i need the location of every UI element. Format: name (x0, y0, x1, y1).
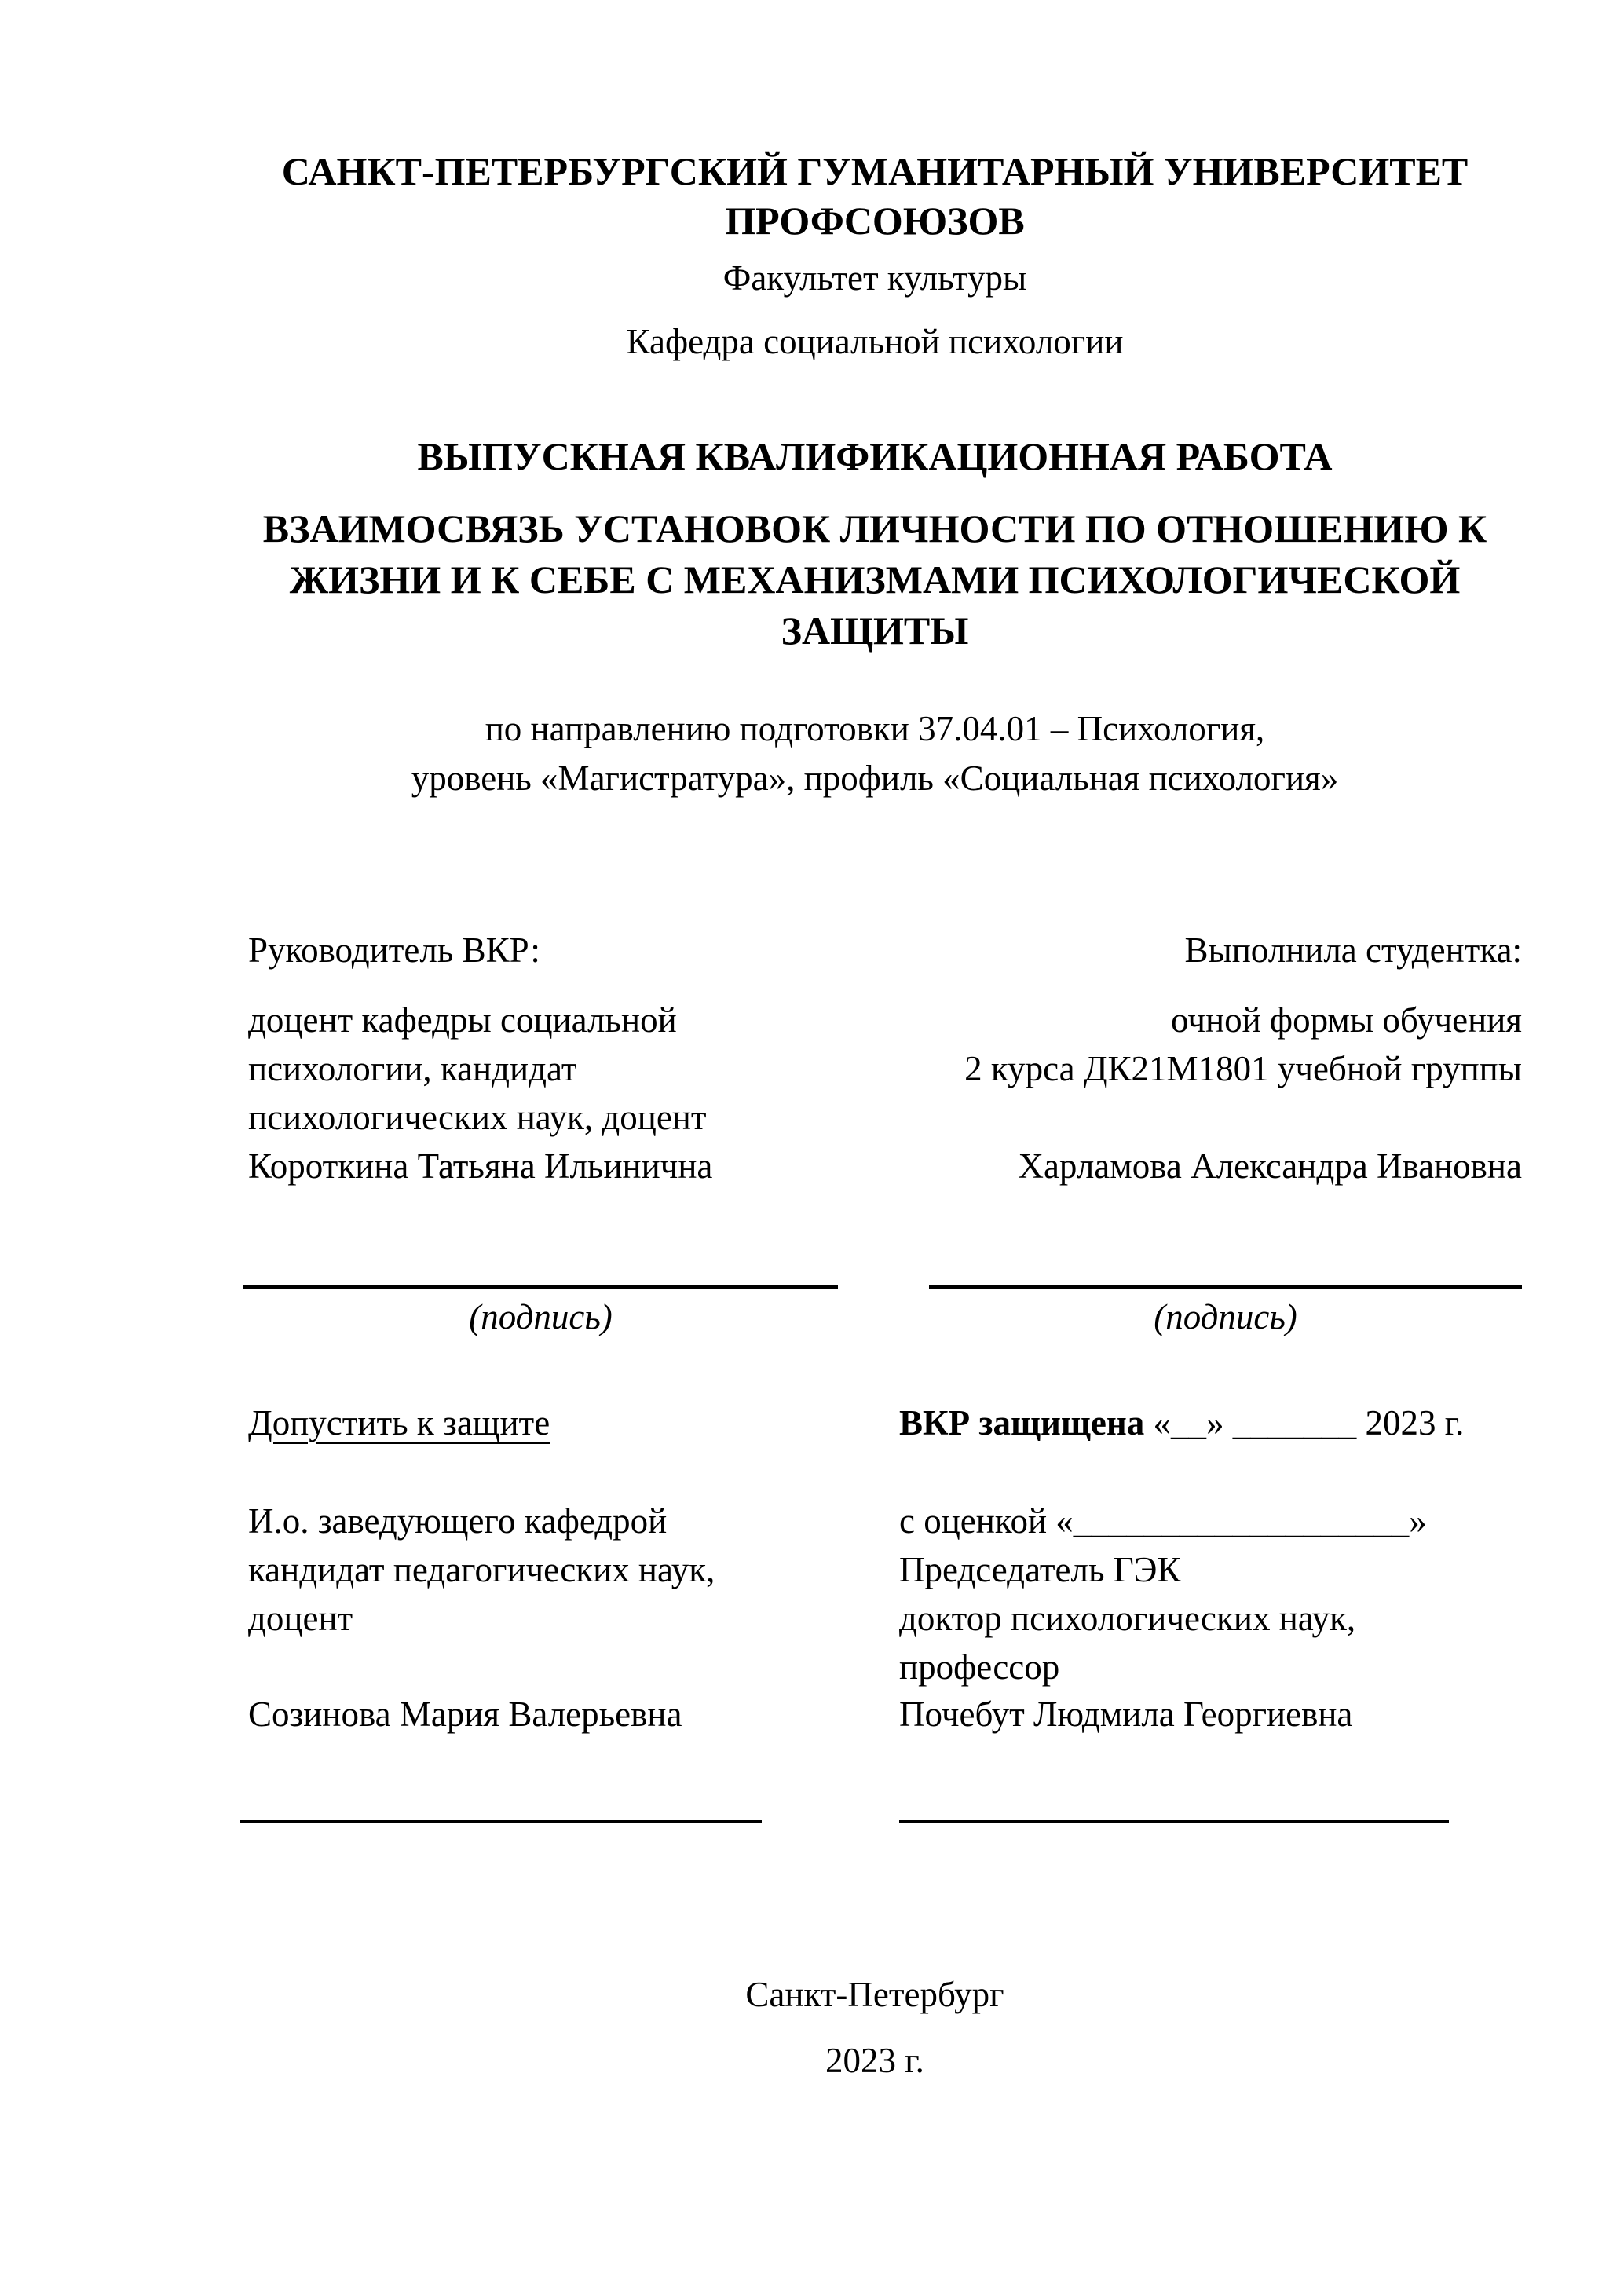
work-type: ВЫПУСКНАЯ КВАЛИФИКАЦИОННАЯ РАБОТА (417, 434, 1333, 478)
department-name: Кафедра социальной психологии (626, 322, 1124, 361)
student-signature-caption: (подпись) (1154, 1297, 1297, 1336)
supervisor-position-line3: психологических наук, доцент (248, 1098, 707, 1137)
supervisor-signature-line (243, 1285, 838, 1289)
work-title-line2: ЖИЗНИ И К СЕБЕ С МЕХАНИЗМАМИ ПСИХОЛОГИЧЕСКОЙ (289, 558, 1461, 601)
university-name-line1: САНКТ-ПЕТЕРБУРГСКИЙ ГУМАНИТАРНЫЙ УНИВЕРСИТЕТ (281, 149, 1469, 193)
work-title-line1: ВЗАИМОСВЯЗЬ УСТАНОВОК ЛИЧНОСТИ ПО ОТНОШЕНИЮ К (262, 506, 1487, 550)
work-title-line3: ЗАЩИТЫ (781, 609, 969, 653)
supervisor-heading: Руководитель ВКР: (248, 930, 540, 970)
defense-date-bold: ВКР защищена (899, 1403, 1145, 1442)
program-line1: по направлению подготовки 37.04.01 – Психология, (485, 709, 1265, 748)
admission-signature-line (240, 1820, 762, 1823)
student-name: Харламова Александра Ивановна (1018, 1146, 1522, 1186)
chair-degree: доктор психологических наук, (899, 1599, 1356, 1638)
admission-line3: доцент (248, 1599, 353, 1638)
footer-city: Санкт-Петербург (745, 1975, 1004, 2014)
admission-line2: кандидат педагогических наук, (248, 1550, 715, 1589)
supervisor-position-line1: доцент кафедры социальной (248, 1000, 677, 1040)
student-heading: Выполнила студентка: (1184, 930, 1522, 970)
defense-date-rest: «__» _______ 2023 г. (1144, 1403, 1465, 1442)
defense-date-line (899, 1403, 1465, 1442)
student-group: 2 курса ДК21М1801 учебной группы (964, 1049, 1522, 1088)
university-name-line2: ПРОФСОЮЗОВ (725, 199, 1025, 243)
supervisor-signature-caption: (подпись) (469, 1297, 613, 1336)
program-line2: уровень «Магистратура», профиль «Социальная психология» (411, 759, 1339, 798)
supervisor-position-line2: психологии, кандидат (248, 1049, 577, 1088)
admission-line1: И.о. заведующего кафедрой (248, 1501, 668, 1541)
chair-signature-line (899, 1820, 1449, 1823)
student-signature-line (929, 1285, 1522, 1289)
supervisor-name: Короткина Татьяна Ильинична (248, 1146, 713, 1186)
admission-name: Созинова Мария Валерьевна (248, 1695, 682, 1734)
student-study-form: очной формы обучения (1171, 1000, 1522, 1040)
defense-grade: с оценкой «___________________» (899, 1501, 1427, 1541)
admission-heading: Допустить к защите (248, 1403, 550, 1442)
faculty-name: Факультет культуры (722, 258, 1027, 298)
chair-name: Почебут Людмила Георгиевна (899, 1695, 1353, 1734)
chair-rank: профессор (899, 1647, 1060, 1687)
chair-title: Председатель ГЭК (899, 1550, 1181, 1589)
footer-year: 2023 г. (825, 2041, 924, 2080)
